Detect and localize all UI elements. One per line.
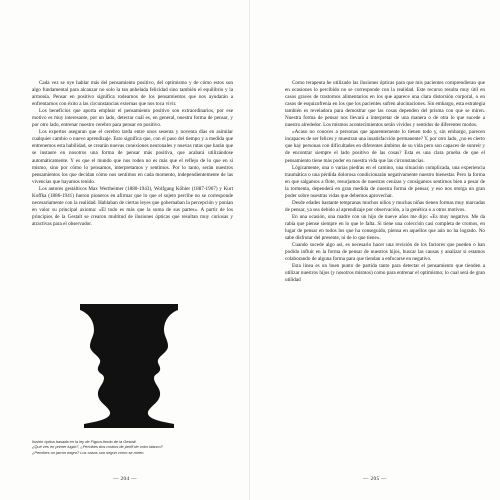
rubin-vase-figure — [64, 300, 194, 430]
paragraph: Los autores gestálticos Max Wertheimer (1880-1943), Wolfgang Köhler (1887-1967) y Kurt Koffka (1886-1941) fueron pioneros en afirmar que lo que el sujeto percibe no se corresponde necesariamente con la realidad. Hablaban de ciertas leyes que gobernaban la percepción y ponían en valor su principal axioma: «El todo es más que la suma de sus partes». A partir de los principios de la Gestalt se crearon multitud de ilusiones ópticas que resultan muy curiosas y atractivas para el observador. — [32, 185, 233, 227]
paragraph: «Acaso no conoces a personas que aparentemente lo tienen todo y, sin embargo, parecen incapaces de ser felices y muestran una insatisfacción permanente? Y, por otro lado, ¿no es cierto que hay personas con dificultades en diferentes ámbitos de su vida pero son capaces de sonreír y de encontrar siempre el lado positivo de las cosas? Esta es una clara prueba de que el pensamiento tiene más poder en nuestra vida que las circunstancias. — [285, 129, 485, 164]
paragraph: Lógicamente, una o varias piedras en el camino, una situación complicada, una experiencia traumática o una pérdida dolorosa condicionarán negativamente nuestro bienestar. Pero la forma en que salgamos a flote, resurjamos de nuestras cenizas y consigamos sentirnos bien a pesar de la tormenta, dependerá en gran medida de nuestra forma de pensar, y eso nos otorga un gran poder sobre nuestras vidas que debemos aprovechar. — [285, 164, 485, 199]
page-number: — 204 — — [113, 476, 137, 482]
left-page-body — [32, 80, 233, 228]
caption-line: Ilusión óptica basada en la ley de Figura-fondo de la Gestalt. — [32, 439, 137, 444]
paragraph: Cada vez se oye hablar más del pensamiento positivo, del optimismo y de cómo estos son algo fundamental para alcanzar no solo la tan anhelada felicidad sino también el equilibrio y la armonía. Pensar en positivo significa rodearnos de los pensamientos que nos ayudarán a enfrentarnos con éxito a las circunstancias externas que nos toca vivir. — [32, 80, 233, 108]
caption-line: ¿Qué ves en primer lugar?, ¿Percibes dos rostros de perfil de color blanco? — [32, 444, 163, 450]
page-number: — 205 — — [363, 476, 387, 482]
paragraph: En una ocasión, una madre con un hijo de nueve años me dijo: «Es muy negativo. Me da rabia que piense siempre en lo que le falta. Si tiene una colección casi completa de cromos, en lugar de pensar en todos los que ha conseguido, piensa en aquellos que aún no ha logrado. No sabe disfrutar del presente, ni de lo que tiene». — [285, 213, 485, 242]
paragraph: Como terapeuta he utilizado las ilusiones ópticas para que mis pacientes comprendieran que en ocasiones lo percibido no se corresponde con la realidad. Este recurso resulta muy útil en casos graves de trastornos alimentarios en los que aparece una clara distorsión corporal, o en casos de esquizofrenia en los que los pacientes sufren alucinaciones. Sin embargo, esta estrategia también es reveladora para demostrar que las cosas dependen del prisma con que se miren. Nuestra forma de pensar nos llevará a interpretar de una manera o de otra lo que sucede a nuestro alrededor. Los mismos acontecimientos serán vividos y sentidos de diferentes modos. — [285, 80, 485, 129]
figure-caption — [32, 439, 228, 455]
right-page — [250, 0, 500, 500]
right-page-body — [285, 80, 485, 284]
paragraph: Los beneficios que aporta emplear el pensamiento positivo son extraordinarios, por ese motivo es muy interesante, por un lado, detectar cuál es, en general, nuestra forma de pensar, y por otro lado, entrenar nuestro cerebro para pensar en positivo. — [32, 108, 233, 129]
paragraph: Desde edades bastante tempranas muchos niños y muchas niñas tienen formas muy marcadas de pensar, ya sea debido al aprendizaje por observación, a la genética o a otros motivos. — [285, 199, 485, 213]
paragraph: Cuando sucede algo así, es necesario hacer una revisión de los factores que pueden o han podido influir en la forma de pensar de nuestros hijos, buscar las causas y analizar si estamos colaborando de alguna forma para que tiendan a enfocarse en negativo. — [285, 242, 485, 263]
caption-line: ¿Percibes un jarrón negro? Los casos son según cómo se miren. — [32, 449, 145, 455]
paragraph: Los expertos aseguran que el cerebro tarda entre unos sesenta y noventa días en asimilar cualquier cambio o nuevo aprendizaje. Esto significa que, con el paso del tiempo y a medida que entrenemos esta habilidad, se crearán nuevas conexiones neuronales y nuevas rutas que harán que se instaure en nosotros una forma de pensar más positiva, que acabará utilizándose automáticamente. Y es que el mundo que nos rodea no es más que el reflejo de lo que en sí mismo, sino por cómo lo pensamos, interpretamos y sentimos. Por lo tanto, serán nuestros pensamientos los que decidan cómo nos sentimos en cada momento, independientemente de las vivencias que hayamos tenido. — [32, 129, 233, 185]
paragraph: Esta línea es un buen punto de partida tanto para detectar el pensamiento que tienden a utilizar nuestros hijos (y nosotros mismos) como para entrenar el optimismo; lo cual será de gran utilidad — [285, 263, 485, 284]
